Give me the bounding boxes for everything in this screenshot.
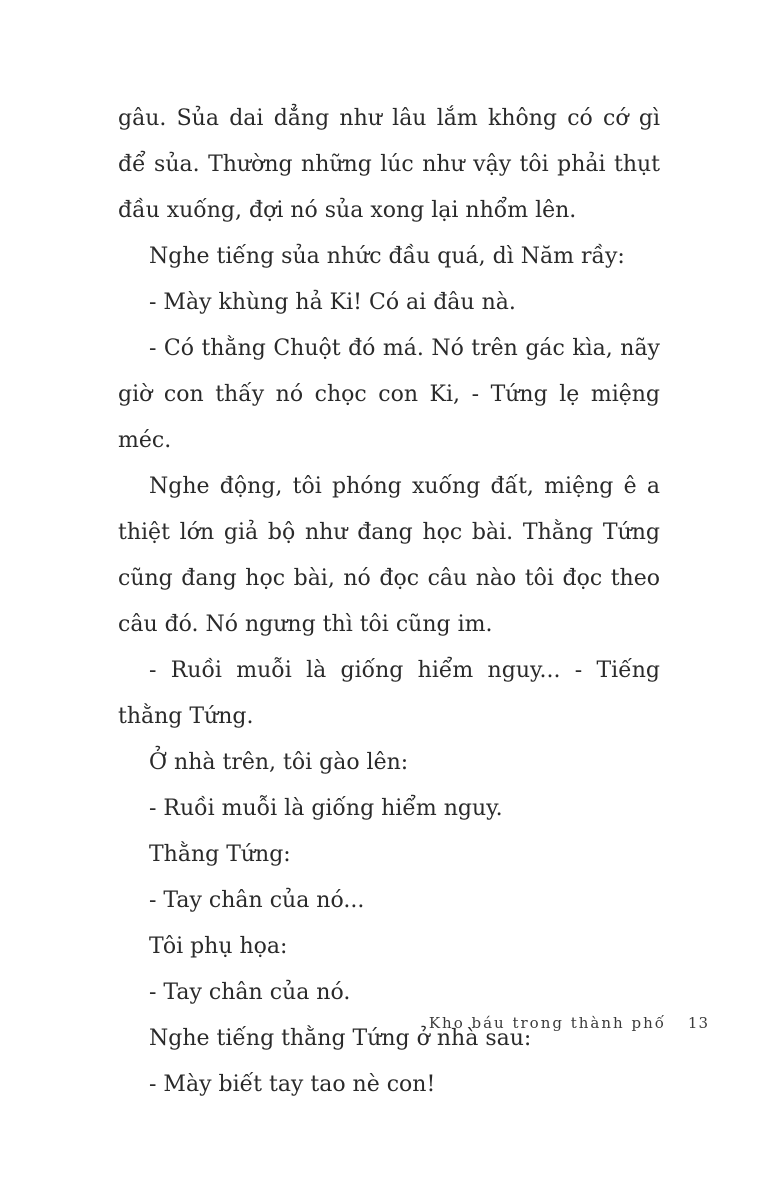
paragraph: Nghe tiếng sủa nhức đầu quá, dì Năm rầy: [149, 244, 625, 269]
body-text [118, 96, 660, 1108]
dialogue-line: - Tay chân của nó. [149, 980, 351, 1005]
page-number: 13 [687, 1014, 709, 1032]
book-title: Kho báu trong thành phố [428, 1014, 666, 1032]
paragraph: Ở nhà trên, tôi gào lên: [149, 750, 409, 775]
paragraph: Nghe động, tôi phóng xuống đất, miệng ê a thiệt lớn giả bộ như đang học bài. Thằng Tứng cũng đang học bài, nó đọc câu nào tôi đọc theo câu đó. Nó ngưng thì tôi cũng im. [118, 474, 660, 637]
paragraph: Nghe tiếng thằng Tứng ở nhà sau: [149, 1026, 532, 1051]
dialogue-line: - Ruồi muỗi là giống hiểm nguy. [149, 796, 503, 821]
paragraph-continuation: gâu. Sủa dai dẳng như lâu lắm không có cớ gì để sủa. Thường những lúc như vậy tôi phải thụt đầu xuống, đợi nó sủa xong lại nhổm lên. [118, 106, 660, 223]
dialogue-line: - Ruồi muỗi là giống hiểm nguy... - Tiếng thằng Tứng. [118, 658, 660, 729]
dialogue-line: - Có thằng Chuột đó má. Nó trên gác kìa, nãy giờ con thấy nó chọc con Ki, - Tứng lẹ miệng méc. [118, 336, 660, 453]
dialogue-line: - Mày khùng hả Ki! Có ai đâu nà. [149, 290, 516, 315]
dialogue-line: - Tay chân của nó... [149, 888, 365, 913]
dialogue-line: - Mày biết tay tao nè con! [149, 1072, 436, 1097]
running-footer [429, 1014, 709, 1032]
paragraph: Thằng Tứng: [149, 842, 291, 867]
paragraph: Tôi phụ họa: [149, 934, 288, 959]
